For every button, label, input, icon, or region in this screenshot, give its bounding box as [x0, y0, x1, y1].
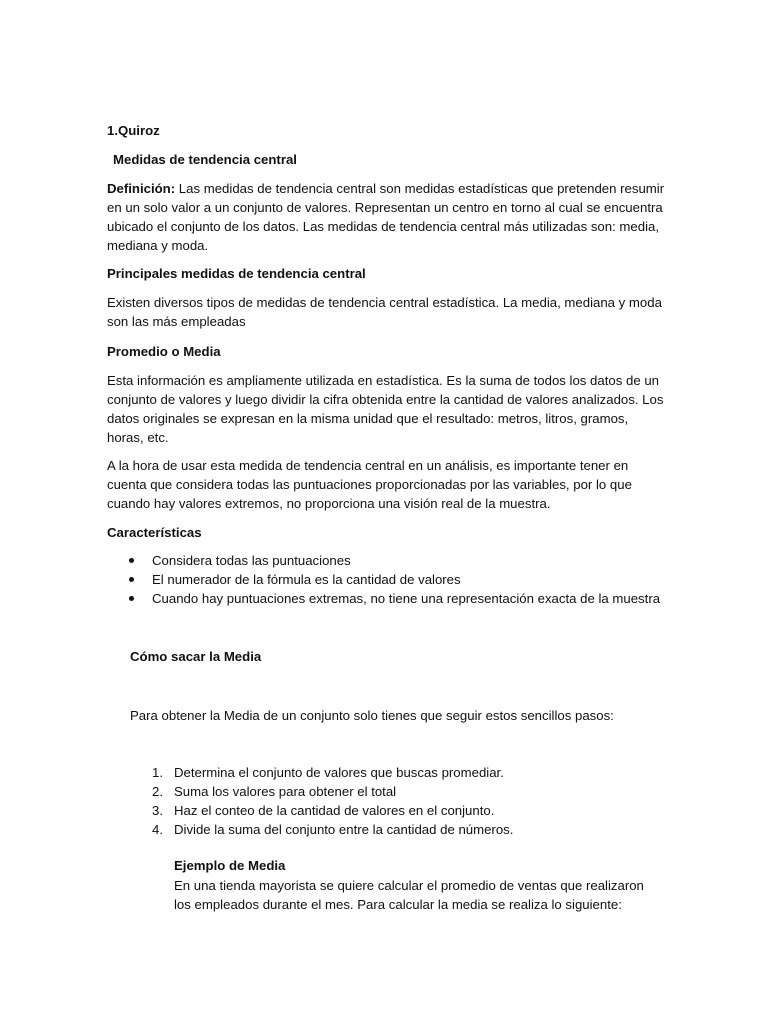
bullet-icon — [129, 596, 134, 601]
author-line: 1.Quiroz — [107, 123, 160, 138]
document-title: Medidas de tendencia central — [113, 152, 297, 167]
caracteristicas-heading: Características — [107, 525, 202, 540]
step-text: Haz el conteo de la cantidad de valores en el conjunto. — [174, 803, 495, 818]
step-text: Suma los valores para obtener el total — [174, 784, 397, 799]
bullet-icon — [129, 558, 134, 563]
list-item — [130, 782, 650, 801]
list-item — [130, 820, 650, 839]
list-item — [107, 589, 667, 608]
principales-paragraph: Existen diversos tipos de medidas de tendencia central estadística. La media, mediana y moda son las más empleadas — [107, 295, 662, 329]
list-item — [107, 551, 667, 570]
step-number: 1. — [152, 765, 163, 780]
definition-paragraph — [107, 179, 667, 255]
promedio-paragraph-1: Esta información es ampliamente utilizada en estadística. Es la suma de todos los datos de un conjunto de valores y luego dividir la cifra obtenida entre la cantidad de valores analizados. Los datos originales se expresan en la misma unidad que el resultado: metros, litros, gramos, horas, etc. — [107, 373, 664, 445]
step-text: Determina el conjunto de valores que buscas promediar. — [174, 765, 504, 780]
list-item — [130, 763, 650, 782]
step-number: 3. — [152, 803, 163, 818]
como-intro: Para obtener la Media de un conjunto solo tienes que seguir estos sencillos pasos: — [130, 708, 614, 723]
step-text: Divide la suma del conjunto entre la cantidad de números. — [174, 822, 514, 837]
promedio-heading: Promedio o Media — [107, 344, 221, 359]
ejemplo-paragraph: En una tienda mayorista se quiere calcular el promedio de ventas que realizaron los empleados durante el mes. Para calcular la media se realiza lo siguiente: — [174, 878, 644, 912]
step-number: 4. — [152, 822, 163, 837]
definition-text: Las medidas de tendencia central son medidas estadísticas que pretenden resumir en un solo valor a un conjunto de valores. Representan un centro en torno al cual se encuentra ubicado el conjunto de los datos. Las medidas de tendencia central más utilizadas son: media, mediana y moda. — [107, 181, 665, 253]
principales-heading: Principales medidas de tendencia central — [107, 266, 366, 281]
list-item — [130, 801, 650, 820]
list-item-text: Considera todas las puntuaciones — [152, 553, 351, 568]
list-item-text: El numerador de la fórmula es la cantidad de valores — [152, 572, 461, 587]
list-item-text: Cuando hay puntuaciones extremas, no tiene una representación exacta de la muestra — [152, 591, 661, 606]
list-item — [107, 570, 667, 589]
promedio-paragraph-2: A la hora de usar esta medida de tendencia central en un análisis, es importante tener en cuenta que considera todas las puntuaciones proporcionadas por las variables, por lo que cuando hay valores extremos, no proporciona una visión real de la muestra. — [107, 458, 632, 511]
definition-label: Definición: — [107, 181, 176, 196]
step-number: 2. — [152, 784, 163, 799]
ejemplo-heading: Ejemplo de Media — [174, 858, 286, 873]
caracteristicas-list — [107, 551, 667, 608]
steps-list — [130, 763, 650, 839]
bullet-icon — [129, 577, 134, 582]
como-heading: Cómo sacar la Media — [130, 649, 262, 664]
